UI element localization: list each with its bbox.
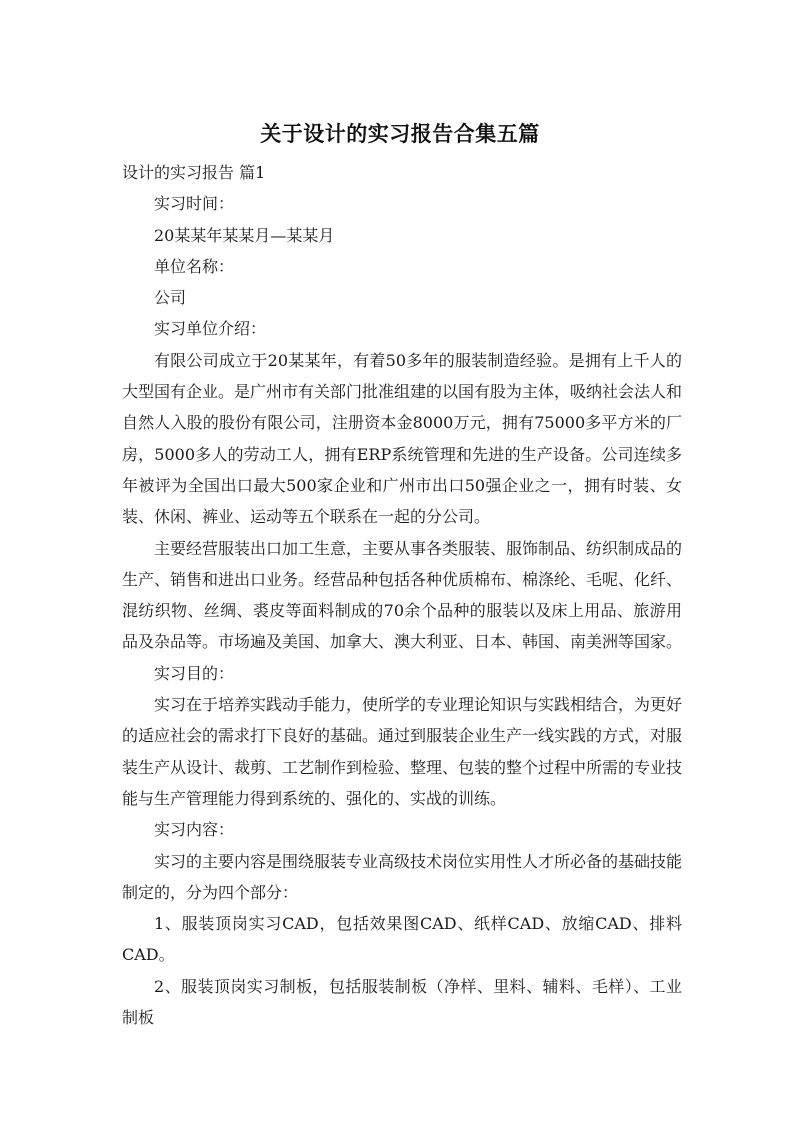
paragraph-unit-name-label: 单位名称： [154, 256, 235, 276]
paragraph-purpose-body: 实习在于培养实践动手能力，使所学的专业理论知识与实践相结合，为更好的适应社会的需求打下良好的基础。通过到服装企业生产一线实践的方式，对服装生产从设计、裁剪、工艺制作到检验、整理、包装的整个过程中所需的专业技能与生产管理能力得到系统的、强化的、实战的训练。 [122, 695, 683, 808]
paragraph-content-body: 实习的主要内容是围绕服装专业高级技术岗位实用性人才所必备的基础技能制定的，分为四个部分： [122, 851, 683, 902]
section-heading: 设计的实习报告 篇1 [122, 163, 266, 182]
document-title: 关于设计的实习报告合集五篇 [260, 122, 540, 146]
paragraph-business-scope: 主要经营服装出口加工生意，主要从事各类服装、服饰制品、纺织制成品的生产、销售和进出口业务。经营品种包括各种优质棉布、棉涤纶、毛呢、化纤、混纺织物、丝绸、裘皮等面料制成的70余个品种的服装以及床上用品、旅游用品及杂品等。市场遍及美国、加拿大、澳大利亚、日本、韩国、南美洲等国家。 [122, 538, 683, 652]
paragraph-internship-time-label: 实习时间： [154, 194, 235, 214]
paragraph-internship-time-value: 20某某年某某月—某某月 [154, 225, 335, 245]
document-body [122, 157, 682, 1033]
paragraph-content-label: 实习内容： [154, 820, 235, 840]
paragraph-unit-intro-label: 实习单位介绍： [154, 319, 267, 339]
paragraph-purpose-label: 实习目的： [154, 663, 235, 683]
paragraph-list-item-2: 2、服装顶岗实习制板，包括服装制板（净样、里料、辅料、毛样）、工业制板 [122, 976, 682, 1028]
paragraph-company-overview: 有限公司成立于20某某年，有着50多年的服装制造经验。是拥有上千人的大型国有企业。是广州市有关部门批准组建的以国有股为主体，吸纳社会法人和自然人入股的股份有限公司，注册资本金8000万元，拥有75000多平方米的厂房，5000多人的劳动工人，拥有ERP系统管理和先进的生产设备。公司连续多年被评为全国出口最大500家企业和广州市出口50强企业之一，拥有时装、女装、休闲、裤业、运动等五个联系在一起的分公司。 [122, 350, 683, 527]
paragraph-list-item-1: 1、服装顶岗实习CAD，包括效果图CAD、纸样CAD、放缩CAD、排料CAD。 [122, 914, 682, 965]
paragraph-unit-name-value: 公司 [154, 288, 187, 308]
